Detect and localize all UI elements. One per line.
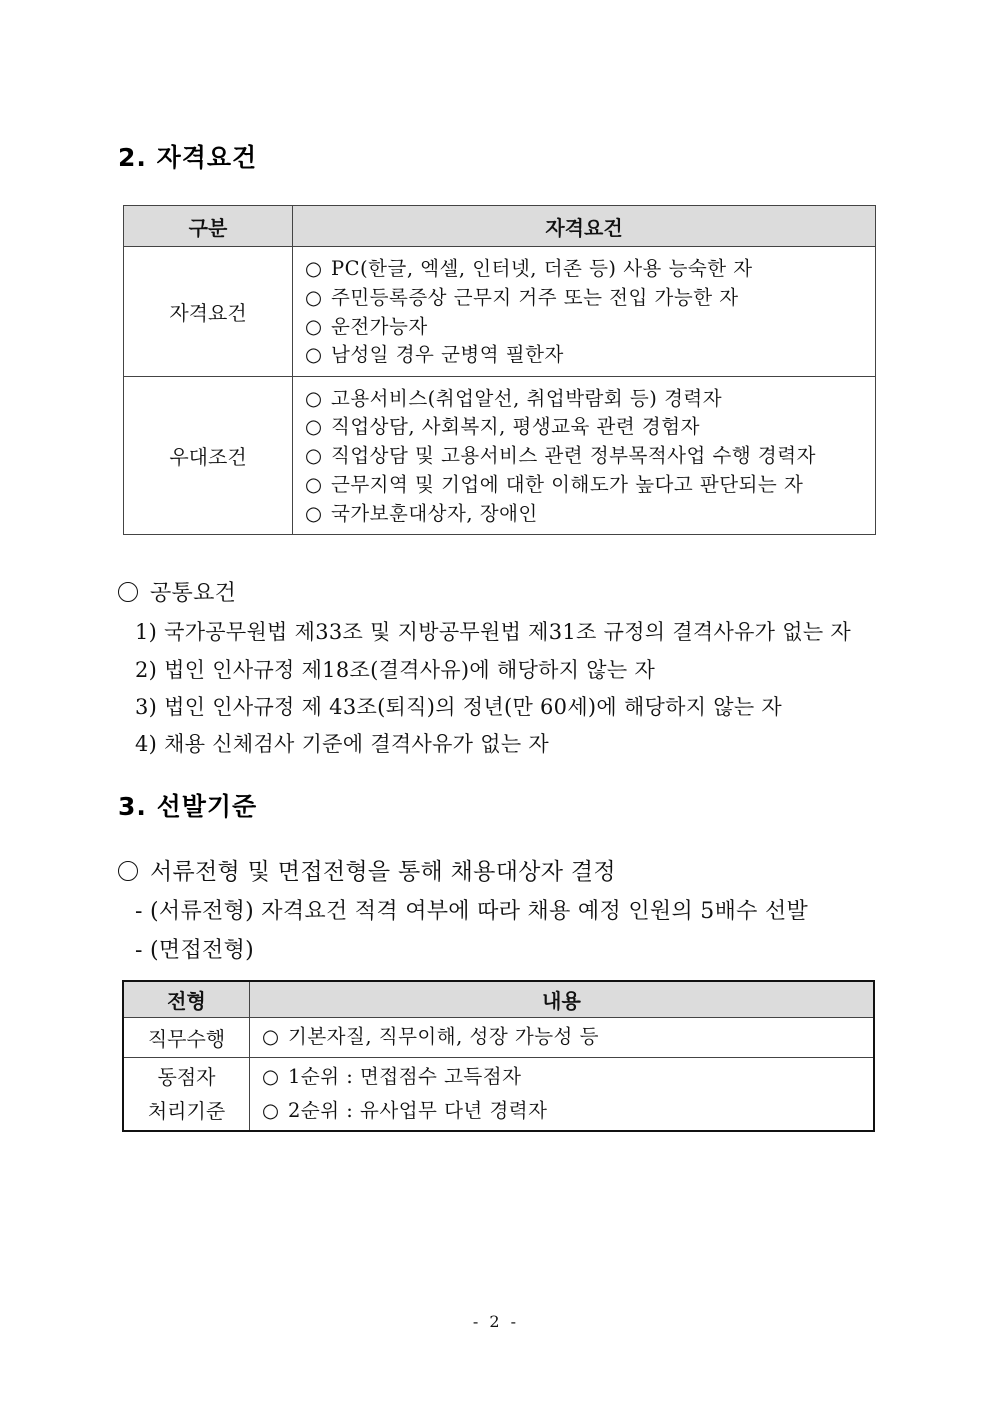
bullet-icon: ○: [262, 1098, 280, 1122]
list-item: [262, 1023, 861, 1052]
list-item: [305, 413, 863, 442]
header-category: 구분: [124, 206, 293, 247]
selection-item: - (면접전형): [135, 938, 255, 963]
list-item: [262, 1094, 861, 1128]
bullet-icon: ○: [305, 285, 323, 309]
circle-icon: [118, 582, 138, 602]
item-text: 주민등록증상 근무지 거주 또는 전입 가능한 자: [331, 285, 739, 309]
list-item: [305, 255, 863, 284]
row-items: [250, 1057, 875, 1131]
bullet-icon: ○: [305, 343, 323, 367]
list-item: [262, 1060, 861, 1094]
selection-item: - (서류전형) 자격요건 적격 여부에 따라 채용 예정 인원의 5배수 선발: [135, 899, 809, 924]
section-3-heading: 3. 선발기준: [118, 792, 258, 821]
item-text: PC(한글, 엑셀, 인터넷, 더존 등) 사용 능숙한 자: [331, 256, 753, 280]
bullet-icon: ○: [262, 1024, 280, 1048]
item-text: 직업상담 및 고용서비스 관련 정부목적사업 수행 경력자: [331, 444, 816, 468]
table-header-row: [124, 206, 876, 247]
table-row: [124, 377, 876, 535]
item-text: 고용서비스(취업알선, 취업박람회 등) 경력자: [331, 386, 723, 410]
bullet-icon: ○: [305, 501, 323, 525]
list-item: [305, 442, 863, 471]
list-item: [305, 500, 863, 529]
item-text: 2순위 : 유사업무 다년 경력자: [288, 1098, 548, 1122]
common-item: 3) 법인 인사규정 제 43조(퇴직)의 정년(만 60세)에 해당하지 않는 자: [135, 695, 783, 719]
table-row: [123, 1057, 874, 1131]
header-type: 전형: [123, 981, 250, 1017]
common-item: 4) 채용 신체검사 기준에 결격사유가 없는 자: [135, 732, 549, 756]
table-header-row: [123, 981, 874, 1017]
common-item: 2) 법인 인사규정 제18조(결격사유)에 해당하지 않는 자: [135, 658, 656, 682]
item-text: 기본자질, 직무이해, 성장 가능성 등: [288, 1024, 599, 1048]
category-line: 동점자: [157, 1064, 216, 1089]
list-item: [305, 385, 863, 414]
interview-table: [122, 980, 875, 1132]
bullet-icon: ○: [305, 472, 323, 496]
table-row: [124, 247, 876, 377]
common-title-text: 공통요건: [150, 581, 237, 606]
item-text: 운전가능자: [331, 314, 428, 338]
row-items: [293, 247, 876, 377]
header-requirements: 자격요건: [293, 206, 876, 247]
selection-lead: [118, 853, 616, 886]
list-item: [305, 341, 863, 370]
header-content: 내용: [250, 981, 875, 1017]
list-item: [305, 313, 863, 342]
bullet-icon: ○: [305, 256, 323, 280]
item-text: 근무지역 및 기업에 대한 이해도가 높다고 판단되는 자: [331, 472, 804, 496]
item-text: 남성일 경우 군병역 필한자: [331, 343, 564, 367]
category-line: 처리기준: [147, 1098, 226, 1123]
bullet-icon: ○: [305, 386, 323, 410]
list-item: [305, 284, 863, 313]
common-requirements-title: [118, 576, 236, 607]
bullet-icon: ○: [262, 1064, 280, 1088]
list-item: [305, 471, 863, 500]
row-items: [293, 377, 876, 535]
common-item: 1) 국가공무원법 제33조 및 지방공무원법 제31조 규정의 결격사유가 없는 자: [135, 620, 851, 644]
row-category: 자격요건: [124, 247, 293, 377]
qualification-table: [123, 205, 876, 535]
section-2-heading: 2. 자격요건: [118, 143, 258, 172]
page-number: - 2 -: [472, 1312, 520, 1331]
bullet-icon: ○: [305, 415, 323, 439]
lead-text: 서류전형 및 면접전형을 통해 채용대상자 결정: [150, 859, 616, 885]
row-category: [123, 1057, 250, 1131]
bullet-icon: ○: [305, 314, 323, 338]
row-category: 직무수행: [123, 1017, 250, 1057]
item-text: 직업상담, 사회복지, 평생교육 관련 경험자: [331, 415, 700, 439]
circle-icon: [118, 861, 138, 881]
bullet-icon: ○: [305, 444, 323, 468]
item-text: 1순위 : 면접점수 고득점자: [288, 1064, 522, 1088]
row-category: 우대조건: [124, 377, 293, 535]
table-row: [123, 1017, 874, 1057]
row-items: [250, 1017, 875, 1057]
item-text: 국가보훈대상자, 장애인: [331, 501, 538, 525]
